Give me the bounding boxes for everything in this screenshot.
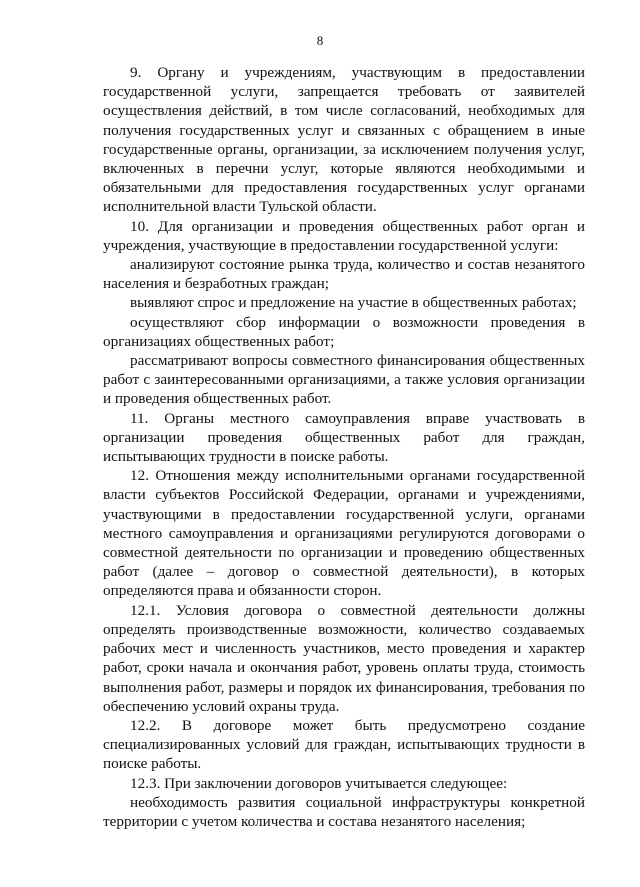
- paragraph-10: 10. Для организации и проведения общественных работ орган и учреждения, участвующие в предоставлении государственной услуги:: [103, 217, 585, 254]
- paragraph-12: 12. Отношения между исполнительными органами государственной власти субъектов Российской Федерации, органами и учреждениями, участвующими в предоставлении государственной услуги, органами местного самоуправления и организациями регулируются договорами о совместной деятельности по организации и проведению общественных работ (далее – договор о совместной деятельности), в которых определяются права и обязанности сторон.: [103, 467, 585, 600]
- paragraph-10-item-demand: выявляют спрос и предложение на участие в общественных работах;: [130, 294, 577, 312]
- paragraph-10-item-analyze: анализируют состояние рынка труда, количество и состав незанятого населения и безработных граждан;: [103, 256, 585, 293]
- paragraph-9: 9. Органу и учреждениям, участвующим в предоставлении государственной услуги, запрещается требовать от заявителей осуществления действий, в том числе согласований, необходимых для получения государственных услуг и связанных с обращением в иные государственные органы, организации, за исключением получения услуг, включенных в перечни услуг, которые являются необходимыми и обязательными для предоставления государственных услуг органами исполнительной власти Тульской области.: [103, 64, 585, 216]
- page-number: 8: [316, 33, 324, 48]
- paragraph-12-3: 12.3. При заключении договоров учитывается следующее:: [130, 774, 508, 792]
- paragraph-10-item-collect: осуществляют сбор информации о возможности проведения в организациях общественных работ;: [103, 313, 585, 350]
- paragraph-12-3-item-infrastructure: необходимость развития социальной инфраструктуры конкретной территории с учетом количества и состава незанятого населения;: [103, 793, 585, 830]
- paragraph-10-item-finance: рассматривают вопросы совместного финансирования общественных работ с заинтересованными организациями, а также условия организации и проведения общественных работ.: [103, 352, 585, 408]
- paragraph-12-2: 12.2. В договоре может быть предусмотрено создание специализированных условий для граждан, испытывающих трудности в поиске работы.: [103, 716, 585, 773]
- paragraph-12-1: 12.1. Условия договора о совместной деятельности должны определять производственные возможности, количество создаваемых рабочих мест и численность участников, место проведения и характер работ, сроки начала и окончания работ, уровень оплаты труда, стоимость выполнения работ, размеры и порядок их финансирования, требования по обеспечению условий охраны труда.: [103, 601, 585, 715]
- paragraph-11: 11. Органы местного самоуправления вправе участвовать в организации проведения общественных работ для граждан, испытывающих трудности в поиске работы.: [103, 409, 585, 466]
- document-body: [103, 63, 585, 831]
